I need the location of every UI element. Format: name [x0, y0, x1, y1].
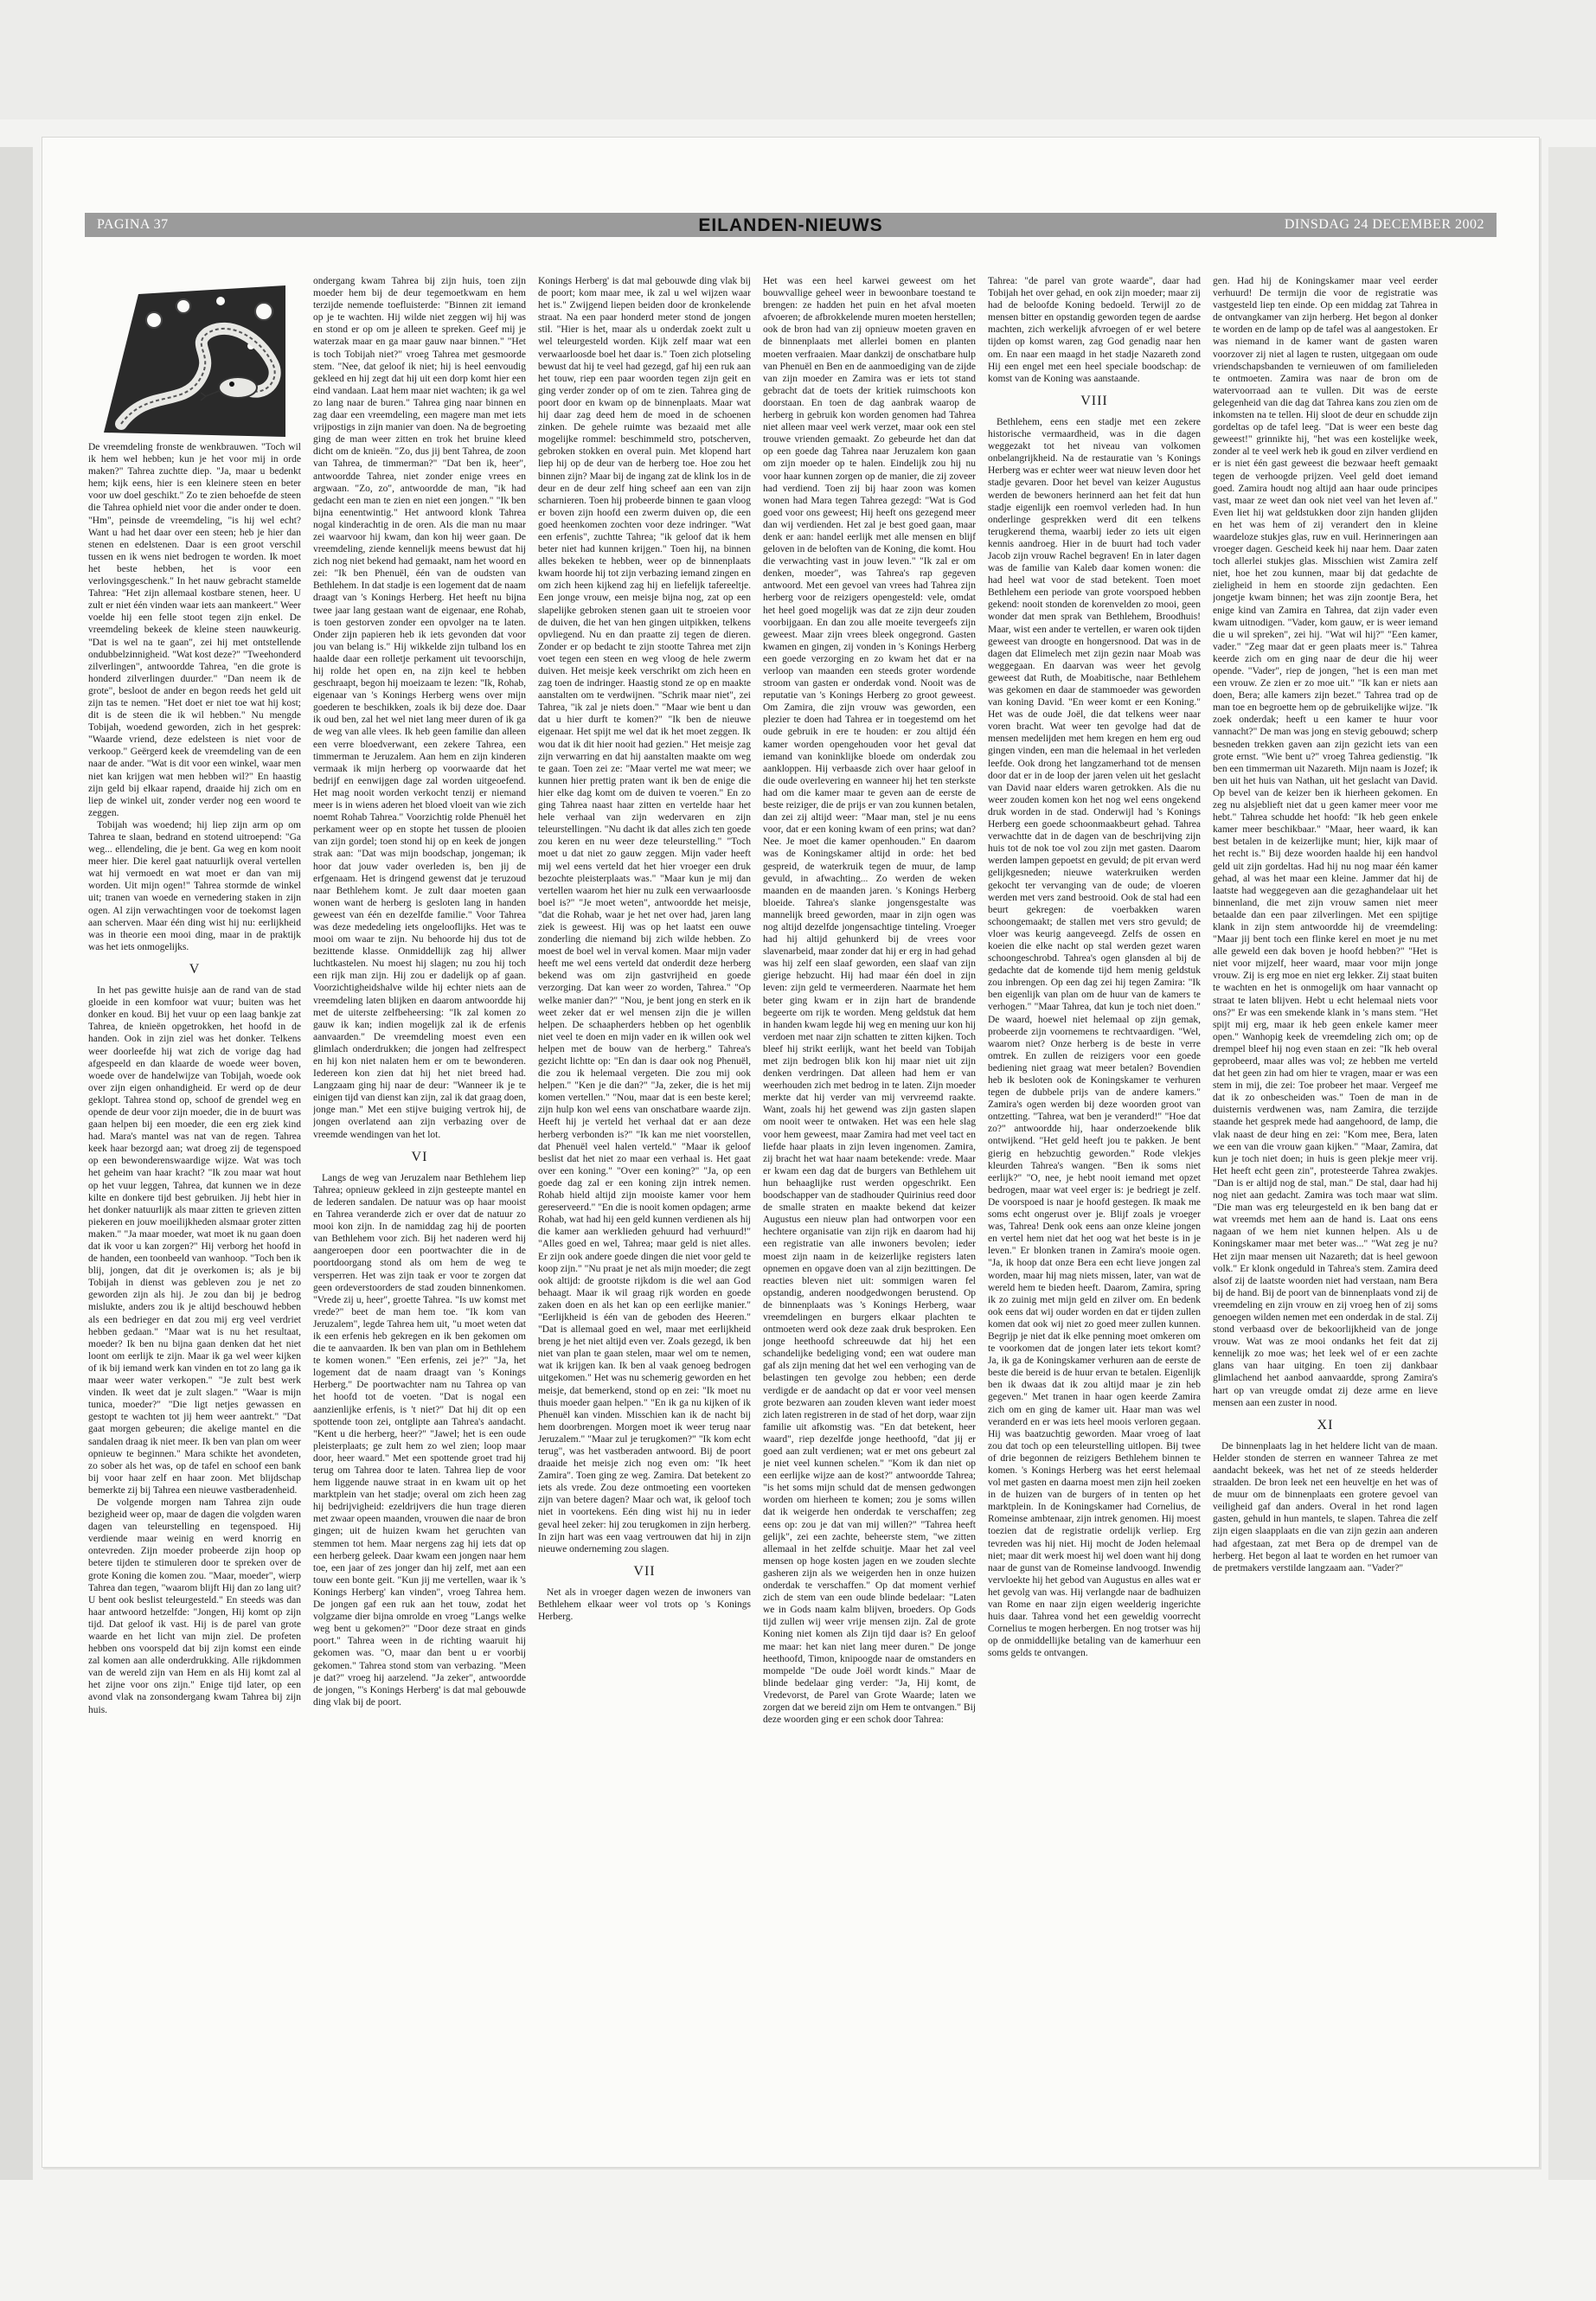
paragraph: Bethlehem, eens een stadje met een zekere historische vermaardheid, was in die dagen weggezakt tot het niveau van volkomen onbelangrijkheid. Na de restauratie van 's Konings Herberg was er echter weer wat nieuw leven door het stadje gevaren. Door het bevel van keizer Augustus werden de bewoners herinnerd aan het feit dat hun stadje eigenlijk een roemvol verleden had. In hun onderlinge gesprekken werd dit een telkens terugkerend thema, waarbij ieder zo iets uit eigen kennis aandroeg. Hier in de buurt had toch vader Jacob zijn vrouw Rachel begraven! En in later dagen was de familie van Kaleb daar komen wonen: die had heel wat voor de stad betekent. Toen moet Bethlehem een periode van grote voorspoed hebben gekend: nooit stonden de korenvelden zo mooi, geen wonder dat men sprak van Bethlehem, Broodhuis! Maar, wist een ander te vertellen, er waren ook tijden geweest van droogte en hongersnood. Dat was in de dagen dat Elimelech met zijn gezin naar Moab was weggegaan. En daarvan was weer het gevolg geweest dat Ruth, de Moabitische, naar Bethlehem was gekomen en daar de stammoeder was geworden van koning David. "En weer komt er een Koning." Het was de oude Joël, die dat telkens weer naar voren bracht. Wat weer ten gevolge had dat de mensen medelijden met hem kregen en hem erg oud gingen vinden, een man die helemaal in het verleden leefde. Ook drong het langzamerhand tot de mensen door dat er in de loop der jaren velen uit het geslacht van David naar elders waren getrokken. Als die nu weer zouden komen kon het nog wel eens ongekend druk worden in de stad. Onderwijl had 's Konings Herberg een goede schoonmaakbeurt gehad. Tahrea verwachtte dat in de dagen van de beschrijving zijn huis tot de nok toe vol zou zijn met gasten. Daarom werden lampen gepoetst en gevuld; de pit ervan werd gelijkgesneden; nieuwe waterkruiken werden gekocht ter vervanging van de oude; de vloeren werden met vers zand bestrooid. Ook de stal had een beurt gekregen: de voerbakken waren schoongemaakt; de stallen met vers stro gevuld; de vloer was keurig aangeveegd. Zelfs de ossen en koeien die elke nacht op stal werden gezet waren schoongeschrobd. Tahrea's ogen glansden al bij de gedachte dat de komende tijd hem menig geldstuk zou inbrengen. Op een dag zei hij tegen Zamira: "Ik ben eigenlijk van plan om de huur van de kamers te verhogen." "Maar Tahrea, dat kun je toch niet doen." De waard, hoewel niet helemaal op zijn gemak, probeerde zijn voornemens te rechtvaardigen. "Wel, waarom niet? Onze herberg is de beste in verre omtrek. En zullen de reizigers voor een goede bediening niet graag wat meer betalen? Bovendien heb ik besloten ook de Koningskamer te verhuren tegen de dubbele prijs van de andere kamers." Zamira's ogen werden bij deze woorden groot van ontzetting. "Tahrea, wat ben je veranderd!" "Hoe dat zo?" antwoordde hij, haar onderzoekende blik ontwijkend. "Het geld heeft jou te pakken. Je bent gierig en hebzuchtig geworden." Rode vlekjes kleurden Tahrea's wangen. "Ben ik soms niet eerlijk?" "O, nee, je hebt nooit iemand met opzet bedrogen, maar wat veel erger is: je bedriegt je zelf. De voorspoed is naar je hoofd gestegen. Ik maak me soms echt ongerust over je. Blijf zoals je vroeger was, Tahrea! Denk ook eens aan onze kleine jongen en vertel hem niet dat het oog wat het beste is in je leven." Er blonken tranen in Zamira's mooie ogen. "Ja, ik hoop dat onze Bera een echt lieve jongen zal worden, maar hij mag niets missen, later, van wat de wereld hem te bieden heeft. Daarom, Zamira, spring ik zo zuinig met mijn geld en zilver om. En bedenk ook eens dat wij ouder worden en dat er tijden zullen komen dat ook wij niet zo goed meer zullen kunnen. Begrijp je niet dat ik elke penning moet omkeren om te voorkomen dat de jongen later iets tekort komt? Ja, ik ga de Koningskamer verhuren aan de eerste de beste die bereid is de huur ervan te betalen. Eigenlijk ben ik dwaas dat ik zou altijd maar je zin heb gegeven." Met tranen in haar ogen keerde Zamira zich om en ging de kamer uit. Haar man was wel veranderd en er was iets heel moois verloren gegaan. Hij was baatzuchtig geworden. Maar vroeg of laat zou dat toch op een teleurstelling uitlopen. Bij twee of drie begonnen de reizigers Bethlehem binnen te komen. 's Konings Herberg was het eerst helemaal vol met gasten en daarna moest men zijn heil zoeken in de huizen van de burgers of in tenten op het marktplein. In de Koningskamer had Cornelius, de Romeinse ambtenaar, zijn intrek genomen. Hij moest toezien dat de registratie ordelijk verliep. Erg tevreden was hij niet. Hij mocht de Joden helemaal niet; maar dit werk moest hij wel doen want hij dong naar de gunst van de Romeinse landvoogd. Inwendig vervloekte hij het gebod van Augustus en alles wat er het gevolg van was. Hij verlangde naar de badhuizen van Rome en naar zijn eigen weelderig ingerichte huis daar. Tahrea vond het een geweldig voorrecht Cornelius te mogen herbergen. En nog trotser was hij op de onmiddellijke betaling van de kamerhuur een soms gelds te ontvangen.: [988, 416, 1201, 1659]
scan-right-edge: [1548, 147, 1596, 2180]
article-column-3: [538, 275, 751, 2161]
chapter-heading: XI: [1317, 1417, 1334, 1433]
article-column-6: [1213, 275, 1438, 2161]
paragraph: De binnenplaats lag in het heldere licht van de maan. Helder stonden de sterren en wanneer Tahrea ze met aandacht bekeek, was het net of ze steeds helderder straalden. De bron leek net een heuveltje en het was of de muur om de binnenplaats een grotere gevoel van veiligheid gaf dan anders. Overal in het rond lagen gasten, gehuld in hun mantels, te slapen. Tahrea die zelf zijn eigen slaapplaats en die van zijn gezin aan anderen had afgestaan, zat met Bera op de drempel van de herberg. Het begon al laat te worden en het rumoer van de pretmakers verstilde langzaam aan. "Vader?": [1213, 1440, 1438, 1574]
paragraph: De vreemdeling fronste de wenkbrauwen. "Toch wil ik hem wel hebben; kun je het voor mij in orde maken?" Tahrea zuchtte diep. "Ja, maar u bedenkt hem; kijk eens, hier is een kleinere steen en beter voor uw doel geschikt." Zo te zien behoefde de steen die Tahrea ophield niet voor die ander onder te doen. "Hm", peinsde de vreemdeling, "is hij wel echt? Want u had het daar over een steen; heb je hier dan stenen en edelstenen. Daar is een groot verschil tussen en ik wens niet bedrogen te worden. Ik moet het beste hebben, het is voor een verlovingsgeschenk." In het nauw gebracht stamelde Tahrea: "Het zijn allemaal kostbare stenen, heer. U zult er niet één vinden waar iets aan mankeert." Weer voelde hij een felle stoot tegen zijn enkel. De vreemdeling bekeek de kleine steen nauwkeurig. "Dat is wel na te gaan", zei hij met ontstellende ondubbelzinnigheid. "Wat kost deze?" "Tweehonderd zilverlingen", antwoordde Tahrea, "en die grote is honderd zilverlingen duurder." "Dan neem ik de grote", besloot de ander en begon reeds het geld uit zijn tas te nemen. "Het doet er niet toe wat hij kost; dit is de steen die ik wil hebben." Nu mengde Tobijah, woedend geworden, zich in het gesprek: "Waarde vriend, deze edelsteen is niet voor de verkoop." Geërgerd keek de vreemdeling van de een naar de ander. "Wat is dit voor een winkel, waar men niet kan krijgen wat men hebben wil?" En haastig zijn geld bij elkaar rapend, draaide hij zich om en liep de winkel uit, zonder verder nog een woord te zeggen.: [88, 442, 301, 818]
paragraph: Tahrea: "de parel van grote waarde", daar had Tobijah het over gehad, en ook zijn moeder; maar zij had de beloofde Koning bedoeld. Terwijl zo de mensen bitter en opstandig geworden tegen de aardse machten, zich werkelijk afvroegen of er wel betere tijden op komst waren, zag God genadig naar hen om. En naar een maagd in het stadje Nazareth zond Hij een engel met een heel speciale boodschap: de komst van de Koning was aanstaande.: [988, 276, 1201, 384]
article-column-5: [988, 275, 1201, 2161]
paragraph: Het was een heel karwei geweest om het bouwvallige geheel weer in bewoonbare toestand te brengen: ze hadden het puin en het afval moeten afvoeren; de afbrokkelende muren moeten herstellen; ook de bron had van zij opnieuw moeten graven en de binnenplaats met allerlei bomen en planten moeten verfraaien. Maar dankzij de onschatbare hulp van Phenuël en Ben en de aanmoediging van de zijde van zijn moeder en Zamira was er iets tot stand gebracht dat de toets der kritiek ruimschoots kon doorstaan. En toen de dag aanbrak waarop de herberg in gebruik kon worden genomen had Tahrea niet alleen maar veel werk verzet, maar ook een stel trouwe vrienden gemaakt. Zo gebeurde het dan dat op een goede dag Tahrea naar Jeruzalem kon gaan om zijn moeder op te halen. Eindelijk zou hij nu voor haar kunnen zorgen op de manier, die zij zoveer had verdiend. Toen zij bij haar zoon was komen wonen had Mara tegen Tahrea gezegd: "Wat is God goed voor ons geweest; Hij heeft ons gezegend meer dan wij verdienden. Het zal je best goed gaan, maar denk er aan: handel eerlijk met alle mensen en blijf geloven in de beloften van de Koning, die komt. Hou die verwachting vast in jouw leven." "Ik zal er om denken, moeder", was Tahrea's rap gegeven antwoord. Met een gevoel van vrees had Tahrea zijn herberg voor de reizigers opengesteld: vele, omdat het heel goed mogelijk was dat ze zijn deur zouden voorbijgaan. En dan zou alle moeite tevergeefs zijn geweest. Maar zijn vrees bleek ongegrond. Gasten kwamen en gingen, zij vonden in 's Konings Herberg een goede verzorging en zo kwam het dat er na verloop van maanden een steeds groter wordende stroom van gasten er onderdak vond. Nooit was de reputatie van 's Konings Herberg zo groot geweest. Om Zamira, die zijn vrouw was geworden, een plezier te doen had Tahrea er in toegestemd om het oude gebruik in ere te houden: er zou altijd één kamer worden opengehouden voor het geval dat iemand van koninklijke bloede om onderdak zou aankloppen. Hij verbaasde zich over haar geloof in die oude overlevering en wanneer hij het ten sterkste had om die kamer maar te geven aan de eerste de beste reiziger, die de prijs er van zou kunnen betalen, dan zei zij altijd weer: "Maar man, stel je nu eens voor, dat er een koning kwam of een prins; wat dan? Nee. Je moet die kamer openhouden." En daarom was de Koningskamer altijd in orde: het bed gespreid, de waterkruik tegen de muur, de lamp gevuld, in afwachting... Zo werden de weken maanden en de maanden jaren. 's Konings Herberg bloeide. Tahrea's slanke jongensgestalte was mannelijk breed geworden, maar in zijn ogen was nog altijd dezelfde jongensachtige tinteling. Vroeger had hij altijd gehunkerd bij de vrees voor slavenarbeid, maar zonder dat hij er erg in had gehad was hij zelf een slaaf geworden, een slaaf van zijn gierige hebzucht. Hij had maar één doel in zijn leven: zijn geld te vermeerderen. Naarmate het hem beter ging kwam er in zijn hart de brandende begeerte om rijk te worden. Meng geldstuk dat hem in handen kwam legde hij weg en mening uur kon hij verdoen met naar zijn schatten te zitten kijken. Toch bleef hij strikt eerlijk, want het beeld van Tobijah met zijn bedrogen blik kon hij maar niet uit zijn denken verdringen. Dat alleen had hem er van weerhouden zich met bedrog in te laten. Zijn moeder merkte dat hij verder van mij vervreemd raakte. Want, zoals hij het gewend was zijn gasten slapen om nooit weer te ontwaken. Het was een hele slag voor hem geweest, maar Zamira had met veel tact en liefde haar plaats in zijn leven ingenomen. Zamira, zij bracht het wat haar naam betekende: vrede. Maar er kwam een dag dat de burgers van Bethlehem uit hun behaaglijke rust werden opgeschrikt. Een boodschapper van de stadhouder Quirinius reed door de smalle straten en maakte bekend dat keizer Augustus een nieuw plan had ontworpen voor een hechtere organisatie van zijn rijk en daarom had hij een registratie van alle inwoners bevolen; ieder moest zijn naam in de keizerlijke registers laten opnemen en opgave doen van al zijn bezittingen. De reacties bleven niet uit: sommigen waren fel opstandig, anderen noodgedwongen berustend. Op de binnenplaats was 's Konings Herberg, waar vreemdelingen en burgers elkaar plachten te ontmoeten werd ook deze zaak druk besproken. Een jonge heethoofd schreeuwde dat hij het een schandelijke bedeliging vond; een wat oudere man gaf als zijn mening dat het wel een verhoging van de belastingen ten gevolge zou hebben; een derde verdigde er de aandacht op dat er voor veel mensen grote bezwaren aan zouden kleven want ieder moest zich laten registreren in de stad of het dorp, waar zijn familie uit afkomstig was. "En dat betekent, heer waard", riep dezelfde jonge heethoofd, "dat jij er goed aan zult verdienen; wat er met ons gebeurt zal je niet veel kunnen schelen." "Kom ik dan niet op een eerlijke wijze aan de kost?" antwoordde Tahrea; "is het soms mijn schuld dat de mensen gedwongen worden om hierheen te komen; zou je soms willen dat ik weigerde hen onderdak te verschaffen; zeg eens op: zou je dat van mij willen?" "Tahrea heeft gelijk", zei een zachte, beheerste stem, "we zitten allemaal in het zelfde schuitje. Maar het zal veel mensen op hoge kosten jagen en we zouden slechte gasheren zijn als we weigerden hen in onze huizen onderdak te verschaffen." Op dat moment verhief zich de stem van een oude blinde bedelaar: "Laten we in Gods naam kalm blijven, broeders. Op Gods tijd zullen wij weer vrije mensen zijn. Zal de grote Koning niet komen als Zijn tijd daar is? En geloof me maar: het kan niet lang meer duren." De jonge heethoofd, Timon, knipoogde naar de omstanders en mompelde "De oude Joël wordt kinds." Maar de blinde bedelaar ging verder: "Ja, Hij komt, de Vredevorst, de Parel van Grote Waarde; laten we zorgen dat we bereid zijn om Hem te ontvangen." Bij deze woorden ging er een schok door Tahrea:: [763, 276, 976, 1726]
chapter-heading: V: [189, 961, 201, 977]
paragraph: Tobijah was woedend; hij liep zijn arm op om Tahrea te slaan, bedrand en stotend uitroepend: "Ga weg... ellendeling, die je bent. Ga weg en kom nooit meer hier. Die kerel gaat natuurlijk overal vertellen wat hij vermoedt en wat moet er dan van mij worden. Uit mijn ogen!" Tahrea stormde de winkel uit; tranen van woede en vernedering staken in zijn ogen. Al zijn verwachtingen voor de toekomst lagen aan scherven. Maar één ding wist hij nu: eerlijkheid was in theorie een mooi ding, maar in de praktijk was het iets onmogelijks.: [88, 819, 301, 952]
paragraph: gen. Had hij de Koningskamer maar veel eerder verhuurd! De termijn die voor de registratie was vastgesteld liep ten einde. Op een middag zat Tahrea in de ontvangkamer van zijn herberg. Het begon al donker te worden en de lamp op de tafel was al aangestoken. Er was niemand in de kamer want de gasten waren voorzover zij niet al lagen te rusten, uitgegaan om oude vriendschapsbanden te vernieuwen of om familieleden te ontmoeten. Zamira was naar de bron om de watervoorraad aan te vullen. Dit was de eerste gelegenheid van die dag dat Tahrea kans zou zien om de inkomsten na te tellen. Hij sloot de deur en schudde zijn gordeltas op de tafel leeg. "Dat is weer een beste dag geweest!" grinnikte hij, "het was een kostelijke week, zonder al te veel werk heb ik goud en zilver verdiend en er is niet één gast geweest die bezwaar heeft gemaakt tegen de verhoogde prijzen. Veel geld doet iemand goed. Zamira houdt nog altijd aan haar oude principes vast, maar ze weet dan ook niet veel van het leven af." Even liet hij wat geldstukken door zijn handen glijden en het was hem of zij verandert den in kleine waardeloze stukjes glas, ruw en vuil. Herinneringen aan vroeger dagen. Gescheid keek hij naar hem. Daar zaten toch allerlei stukjes glas. Misschien wist Zamira zelf niet, hoe het zou kunnen, maar bij dat gedachte de zieligheid in hem en stoorde zijn gedachten. Een jongetje kwam binnen; het was zijn zoontje Bera, het enige kind van Zamira en Tahrea, dat zijn vader even kwam uitnodigen. "Vader, kom gauw, er is weer iemand die u wil spreken", zei hij. "Wat wil hij?" "Een kamer, vader." "Zeg maar dat er geen plaats meer is." Tahrea keerde zich om en ging naar de deur die hij weer opende. "Vader", riep de jongen, "het is een man met een vrouw. Ze zien er zo moe uit." "Ik kan er niets aan doen, Bera; alle kamers zijn bezet." Tahrea trad op de man toe en begroette hem op de gebruikelijke wijze. "Ik zoek onderdak; heeft u een kamer te huur voor vannacht?" De man was jong en stevig gebouwd; scherp besneden trekken gaven aan zijn gezicht iets van een grote ernst. "Wie bent u?" vroeg Tahrea gedienstig. "Ik ben een timmerman uit Nazareth. Mijn naam is Jozef; ik ben uit het huis van Nathan, uit het geslacht van David. Op bevel van de keizer ben ik hierheen gekomen. En zeg nu alsjeblieft niet dat u geen kamer meer voor me hebt." Tahrea schudde het hoofd: "Ik heb geen enkele kamer meer beschikbaar." "Maar, heer waard, ik kan best betalen in de keizerlijke munt; hier, kijk maar of het recht is." Bij deze woorden haalde hij een handvol geld uit zijn gordeltas. Had hij nu nog maar één kamer gehad, al was het maar een kleine. Jammer dat hij de laatste had weggegeven aan die gezaghandelaar uit het binnenland, die met zijn vrouw samen niet meer betaalde dan een paar zilverlingen. Met een spijtige klank in zijn stem antwoordde hij de vreemdeling: "Maar jij bent toch een flinke kerel en moet je nu met alle geweld een dak boven je hoofd hebben?" "Het is niet voor mijzelf, heer waard, maar voor mijn jonge vrouw. Zij is erg moe en niet erg lekker. Zij staat buiten te wachten en het is onmogelijk om haar vannacht op straat te laten blijven. Hebt u echt helemaal niets voor ons?" Er was een smekende klank in 's mans stem. "Het spijt mij erg, maar ik heb geen enkele kamer meer open." Wanhopig keek de vreemdeling zich om; op de drempel bleef hij nog even staan en zei: "Ik heb overal geprobeerd, maar alles was vol; ze hebben me verteld dat het geen zin had om hier te vragen, maar er was een stem in mij, die zei: Toe probeer het maar. Vergeef me dat ik zo onbescheiden was." Toen de man in de duisternis verdwenen was, nam Zamira, die terzijde staande het gesprek mede had aangehoord, de lamp, die vlak naast de deur hing en zei: "Kom mee, Bera, laten we een van die vrouw gaan kijken." "Maar, Zamira, dat kun je toch niet doen; in huis is geen plekje meer vrij. Het heeft echt geen zin", protesteerde Tahrea zwakjes. "Dan is er altijd nog de stal, man." De stal, daar had hij nog niet aan gedacht. Zamira was toch maar wat slim. "Die man was erg teleurgesteld en ik ben bang dat er wat vreemds met hem aan de hand is. Laat ons eens nagaan of we hem niet kunnen helpen. Als u de Koningskamer maar met beter was..." "Wat zeg je nu? Het zijn maar mensen uit Nazareth; dat is heel gewoon volk." Er klonk ongeduld in Tahrea's stem. Zamira deed alsof zij de laatste woorden niet had verstaan, nam Bera bij de hand. Bij de poort van de binnenplaats vond zij de vreemdeling en zijn vrouw en zij vroeg hen of zij soms genoegen wilden nemen met een onderdak in de stal. Zij stond verbaasd over de bekoorlijkheid van de jonge vrouw. Wat was ze mooi ondanks het feit dat zij kennelijk zo moe was; het leek wel of er een zachte glans van haar uitging. En toen zij dankbaar glimlachend het aanbod aanvaardde, sprong Zamira's hart op van vreugde omdat zij deze arme en lieve mensen aan een zuster in nood.: [1213, 276, 1438, 1408]
chapter-heading: VI: [411, 1149, 428, 1164]
paragraph: ondergang kwam Tahrea bij zijn huis, toen zijn moeder hem bij de deur tegemoetkwam en hem terzijde nemende toefluisterde: "Binnen zit iemand op je te wachten. Hij wilde niet zeggen wij hij was en stond er op om je alleen te spreken. Geef mij je waterzak maar en ga maar gauw naar binnen." "Het is toch Tobijah niet?" vroeg Tahrea met gesmoorde stem. "Nee, dat geloof ik niet; hij is heel eenvoudig gekleed en hij zegt dat hij uit een dorp komt hier een eind vandaan. Laat hem maar niet wachten; ik ga wel zo lang naar de buren." Tahrea ging naar binnen en zag daar een vreemdeling, een magere man met iets vrijpostigs in zijn manier van doen. Na de begroeting ging de man weer zitten en trok het bruine kleed dicht om de knieën. "Zo, dus jij bent Tahrea, de zoon van Tahrea, de timmerman?" "Dat ben ik, heer", antwoordde Tahrea, niet zonder enige vrees en argwaan. "Zo, zo", antwoordde de man, "ik had gedacht een man te zien en niet een jongen." "Ik ben bijna eenentwintig." Het antwoord klonk Tahrea nogal kinderachtig in de oren. Als die man nu maar zei waarvoor hij kwam, dan kon hij weer gaan. De vreemdeling, ziende kennelijk meens bewust dat hij zich nog niet bekend had gemaakt, nam het woord en zei: "Ik ben Phenuël, één van de oudsten van Bethlehem. In dat stadje is een logement dat de naam draagt van 's Konings Herberg. Het heeft nu bijna twee jaar lang gestaan want de eigenaar, ene Rohab, is toen gestorven zonder een opvolger na te laten. Onder zijn papieren heb ik iets gevonden dat voor jou van belang is." Hij wikkelde zijn tulband los en haalde daar een rolletje perkament uit tevoorschijn, hij rolde het open en, na zijn keel te hebben geschraapt, begon hij moeizaam te lezen: "Ik, Rohab, eigenaar van 's Konings Herberg wens over mijn goederen te beschikken, zoals ik bij deze doe. Daar ik oud ben, zal het wel niet lang meer duren of ik ga de weg van alle vlees. Ik heb geen familie dan alleen een verre bloedverwant, een zekere Tahrea, een timmerman te Jeruzalem. Aan hem en zijn kinderen vermaak ik mijn herberg op voorwaarde dat het bedrijf en eenwijgen dage zal worden uitgeoefend. Het mag nooit worden verkocht tenzij er niemand meer is in wiens aderen het bloed vloeit van wie zich noemt Rohab Tahrea." Voorzichtig rolde Phenuël het perkament weer op en stopte het tussen de plooien van zijn gordel; toen stond hij op en keek de jongen strak aan: "Dat was mijn boodschap, jongeman; ik hoor dat jouw vader overleden is, ben jij de erfgenaam. Het is dringend gewenst dat je teruzoud naar Bethlehem komt. Je zult daar moeten gaan wonen want de herberg is gesloten lang in handen geweest van één en dezelfde familie." Voor Tahrea was deze mededeling iets ongelooflijks. Het was te mooi om waar te zijn. Nu behoorde hij dus tot de bezittende klasse. Onmiddellijk zag hij allwer luchtkastelen. Nu moest hij slagen; nu zou hij toch een rijk man zijn. Hij zou er dadelijk op af gaan. Voorzichtigheidshalve wilde hij echter niets aan de vreemdeling laten blijken en daarom antwoordde hij met de uiterste zelfbeheersing: "Ik zal komen zo gauw ik kan; indien mogelijk zal ik de erfenis aanvaarden." De vreemdeling moest even een glimlach onderdrukken; die jongen had zelfrespect en hij kon niet nalaten hem er om te bewonderen. Iedereen kon zien dat hij het niet breed had. Langzaam ging hij naar de deur: "Wanneer ik je te einigen tijd van dienst kan zijn, zal ik dat graag doen, jonge man." Met een stijve buiging vertrok hij, de jongen overlatend aan zijn verbazing over de vreemde wendingen van het lot.: [313, 276, 526, 1140]
scan-top-shade: [0, 0, 1596, 119]
paragraph: Net als in vroeger dagen wezen de inwoners van Bethlehem elkaar weer vol trots op 's Konings Herberg.: [538, 1586, 751, 1623]
page-date: DINSDAG 24 DECEMBER 2002: [1284, 217, 1484, 232]
paragraph: Langs de weg van Jeruzalem naar Bethlehem liep Tahrea; opnieuw gekleed in zijn gesteepte mantel en de lederen sandalen. De natuur was op haar mooist en Tahrea veranderde zich er over dat de natuur zo mooi kon zijn. In de namiddag zag hij de poorten van Bethlehem voor zich. Bij het naderen werd hij aangeroepen door een poortwachter die in de poortdoorgang stond als om hem de weg te versperren. Het was zijn taak er voor te zorgen dat geen ordeverstoorders de stad zouden binnenkomen. "Vrede zij u, heer", groette Tahrea. "Is uw komst met vrede?" beet de man hem toe. "Ik kom van Jeruzalem", legde Tahrea hem uit, "u moet weten dat ik een erfenis heb gekregen en ik ben gekomen om die te aanvaarden. Ik ben van plan om in Bethlehem te komen wonen." "Een erfenis, zei je?" "Ja, het logement dat de naam draagt van 's Konings Herberg." De poortwachter nam nu Tahrea op van het hoofd tot de voeten. "Dat is nogal een aanzienlijke erfenis, is 't niet?" Dat hij dit op een spottende toon zei, ontglipte aan Tahrea's aandacht. "Kent u die herberg, heer?" "Jawel; het is een oude pleisterplaats; ge zult hem zo wel zien; loop maar door, heer waard." Met een spottende groet trad hij terug om Tahrea door te laten. Tahrea liep de voor hem liggende nauwe straat in en kwam uit op het marktplein van het stadje; overal om zich heen zag hij bedrijvigheid: ezeldrijvers die hun trage dieren met zwaar opeen maanden, vrouwen die naar de bron gingen; uit de huizen kwam het geruchten van stemmen tot hem. Maar nergens zag hij iets dat op een herberg geleek. Daar kwam een jongen naar hem toe, een jaar of zes jonger dan hij zelf, met aan een touw een bonte geit. "Kun jij me vertellen, waar ik 's Konings Herberg' kan vinden", vroeg Tahrea hem. De jongen gaf een ruk aan het touw, zodat het volgzame dier bijna omrolde en vroeg "Langs welke weg bent u gekomen?" "Door deze straat en ginds poort." Tahrea ween in de richting waaruit hij gekomen was. "O, maar dan bent u er voorbij gekomen." Tahrea stond stom van verbazing. "Meen je dat?" vroeg hij aarzelend. "Ja zeker", antwoordde de jongen, "'s Konings Herberg' is dat mal gebouwde ding vlak bij de poort.: [313, 1172, 526, 1708]
paragraph: Konings Herberg' is dat mal gebouwde ding vlak bij de poort; kom maar mee, ik zal u wel wijzen waar het is." Zwijgend liepen beiden door de kronkelende straat. Na een paar honderd meter stond de jongen stil. "Hier is het, maar als u onderdak zoekt zult u wel teleurgesteld worden. Kijk zelf maar wat een verwaarloosde boel het daar is." Toen zich plotseling bewust dat hij te veel had gezegd, gaf hij een ruk aan het touw, riep een paar woorden tegen zijn geit en ging verder zonder op of om te zien. Tahrea ging de poort door en kwam op de binnenplaats. Maar wat hij daar zag deed hem de moed in de schoenen zinken. De gehele ruimte was bezaaid met alle mogelijke rommel: beschimmeld stro, potscherven, gebroken stokken en overal puin. Met klopend hart liep hij op de deur van de herberg toe. Hoe zou het binnen zijn? Maar bij de ingang zat de klink los in de deur en de deur zelf hing scheef aan een van zijn scharnieren. Toen hij probeerde binnen te gaan vloog er boven zijn hoofd een zwerm duiven op, die een goed heenkomen zochten voor deze indringer. "Wat een erfenis", zuchtte Tahrea; "ik geloof dat ik hem beter niet had kunnen krijgen." Toen hij, na binnen alles bekeken te hebben, weer op de binnenplaats kwam hoorde hij tot zijn verbazing iemand zingen en om zich heen kijkend zag hij en liefelijk tafereeltje. Een jonge vrouw, een meisje bijna nog, zat op een slapelijke gebroken stenen gaan uit te stroeien voor de duiven, die het van hen gingen uitpikken, telkens opvliegend. Nu en dan praatte zij tegen de dieren. Zonder er op bedacht te zijn stootte Tahrea met zijn voet tegen een steen en weg vloog de hele zwerm duiven. Het meisje keek verschrikt om zich heen en zag toen de indringer. Haastig stond ze op en maakte aanstalten om te verdwijnen. "Schrik maar niet", zei Tahrea, "ik zal je niets doen." "Maar wie bent u dan dat u hier durft te komen?" "Ik ben de nieuwe eigenaar. Het spijt me wel dat ik het moet zeggen. Ik wou dat ik dit hier nooit had gezien." Het meisje zag zijn verwarring en dat hij aanstalten maakte om weg te gaan. Toen zei ze: "Maar vertel me wat meer; we kunnen hier prettig praten want ik ben de enige die hier elke dag komt om de duiven te voeren." En zo ging Tahrea naast haar zitten en vertelde haar het hele verhaal van zijn wedervaren en zijn teleurstellingen. "Nu dacht ik dat alles zich ten goede zou keren en nu weer deze teleurstelling." "Toch moet u dat niet zo gauw zeggen. Mijn vader heeft mij wel eens verteld dat het hier vroeger een druk bezochte pleisterplaats was." "Maar kun je mij dan vertellen waarom het hier nu zulk een verwaarloosde boel is?" "Je moet weten", antwoordde het meisje, "dat die Rohab, waar je het net over had, jaren lang ziek is geweest. Hij was op het laatst een ouwe zonderling die niemand bij zich wilde hebben. Zo moest de boel wel in verval komen. Maar mijn vader heeft me wel eens verteld dat onderdit deze herberg bekend was om zijn gastvrijheid en goede verzorging. Dat kan weer zo worden, Tahrea." "Op welke manier dan?" "Nou, je bent jong en sterk en ik weet zeker dat er wel mensen zijn die je willen helpen. De schaapherders hebben op het ogenblik niet veel te doen en mijn vader en ik willen ook wel helpen met de bouw van de herberg." Tahrea's gezicht lichtte op: "En dan is daar ook nog Phenuël, die zou ik helemaal vergeten. Die zou mij ook helpen." "Ken je die dan?" "Ja, zeker, die is het mij komen vertellen." "Nou, maar dat is een beste kerel; zijn hulp kon wel eens van onschatbare waarde zijn. Heeft hij je verteld het verhaal dat er aan deze herberg verbonden is?" "Ik kan me niet voorstellen, dat Phenuël veel halen verteld." "Maar ik geloof beslist dat het niet zo maar een verhaal is. Het gaat over een koning." "Over een koning?" "Ja, op een goede dag zal er een koning zijn intrek nemen. Rohab hield altijd zijn mooiste kamer voor hem gereserveerd." "En die is nooit komen opdagen; arme Rohab, wat had hij een geld kunnen verdienen als hij die kamer aan werklieden gehuurd had verhuurd!" "Alles goed en wel, Tahrea; maar geld is niet alles. Er zijn ook andere goede dingen die niet voor geld te koop zijn." "Nu praat je net als mijn moeder; die zegt ook altijd: de grootste rijkdom is die wel aan God behaagt. Maar ik wil graag rijk worden en goede zaken doen en als het kan op een eerlijke manier." "Eerlijkheid is één van de geboden des Heeren." "Dat is allemaal goed en wel, maar met eerlijkheid breng je het niet altijd even ver. Zoals gezegd, ik ben niet van plan te gaan stelen, maar wel om te nemen, wat ik krijgen kan. Ik ben al vaak genoeg bedrogen uitgekomen." Het was nu schemerig geworden en het meisje, dat bemerkend, stond op en zei: "Ik moet nu thuis moeder gaan helpen." "En ik ga nu kijken of ik Phenuël kan vinden. Misschien kan ik de nacht bij hem doorbrengen. Morgen moet ik weer terug naar Jeruzalem." "Maar zul je terugkomen?" "Ik kom echt terug", was het vastberaden antwoord. Bij de poort draaide het meisje zich nog even om: "Ik heet Zamira". Toen ging ze weg. Zamira. Dat betekent zo iets als vrede. Zou deze ontmoeting een voorteken zijn van betere dagen? Maar och wat, ik geloof toch niet in voortekens. Eén ding wist hij nu in ieder geval heel zeker: hij zou terugkomen in zijn herberg. In zijn hart was een vaag vertrouwen dat hij in zijn nieuwe onderneming zou slagen.: [538, 276, 751, 1554]
chapter-heading: VII: [633, 1563, 656, 1579]
masthead-title: EILANDEN-NIEUWS: [698, 215, 883, 235]
paragraph: In het pas gewitte huisje aan de rand van de stad gloeide in een komfoor wat vuur; buiten was het donker en koud. Bij het vuur op een laag bankje zat Tahrea, de knieën opgetrokken, het hoofd in de handen. Ook in zijn ziel was het donker. Telkens weer doorleefde hij wat zich de vorige dag had afgespeeld en dan klaarde de woede weer boven, woede over de handelwijze van Tobijah, woede ook over zijn eigen onhandigheid. Er werd op de deur geklopt. Tahrea stond op, schoof de grendel weg en opende de deur voor zijn moeder, die in de buurt was gaan helpen bij een moeder, die een erg ziek kind had. Mara's mantel was nat van de regen. Tahrea keek haar bezorgd aan; wat droeg zij de tegenspoed op een bewonderenswaardige wijze. Wat was toch het geheim van haar kracht? "Ik zou maar wat hout op het vuur leggen, Tahrea, dat kunnen we in deze kilte en donkere tijd best gebruiken. Jij hebt hier in het donker natuurlijk als maar zitten te grieven zitten piekeren en jouw moeilijkheden alsmaar groter zitten maken." "Ja maar moeder, wat moet ik nu gaan doen dat ik voor u kan zorgen?" Hij verborg het hoofd in de handen, een toonbeeld van wanhoop. "Toch ben ik blij, jongen, dat dit je overkomen is; als je bij Tobijah in dienst was gebleven zou je net zo geworden zijn als hij. Je zou dan bij je bedrog mislukte, anders zou ik je altijd beschouwd hebben als een bedrieger en dat zou mij erg veel verdriet hebben gedaan." "Maar wat is nu het resultaat, moeder? Ik ben nu bijna gaan denken dat het niet loont om eerlijk te zijn. Maar ik ga wel weer kijken of ik bij iemand werk kan vinden en tot zo lang ga ik maar weer water verkopen." "Je zult best werk vinden. Ik weet dat je zult slagen." "Waar is mijn tunica, moeder?" "Die ligt netjes gewassen en gestopt te wachten tot jij hem weer aantrekt." "Dat gaat morgen gebeuren; die akelige mantel en die sandalen draag ik niet meer. Ik ben van plan om weer opnieuw te beginnen." Mara schikte het avondeten, zo sober als het was, op de tafel en schoof een bank bij voor haar zelf en haar zoon. Met blijdschap bemerkte zij bij Tahrea een nieuwe vastberadenheid.: [88, 985, 301, 1496]
article-column-1: [88, 441, 301, 2171]
paragraph: De volgende morgen nam Tahrea zijn oude bezigheid weer op, maar de dagen die volgden waren dagen van teleurstelling en tegenspoed. Hij verdiende maar weinig en werd knorrig en ontevreden. Zijn moeder probeerde zijn hoop op betere tijden te stimuleren door te spreken over de grote Koning die komen zou. "Maar, moeder", wierp Tahrea dan tegen, "waarom blijft Hij dan zo lang uit? U bent ook beslist teleurgesteld." En steeds was dan haar antwoord hetzelfde: "Jongen, Hij komt op zijn tijd. Dat geloof ik vast. Hij is de parel van grote waarde en het licht van mijn ziel. De profeten hebben ons voorspeld dat bij zijn komst een einde zal komen aan alle onderdrukking. Alle rijkdommen van de wereld zijn van Hem en als Hij komt zal al het zijne voor ons zijn." Enige tijd later, op een avond vlak na zonsondergang kwam Tahrea bij zijn huis.: [88, 1497, 301, 1715]
scan-left-edge: [0, 147, 33, 2180]
article-column-4: [763, 275, 976, 2161]
snake-illustration: [87, 285, 285, 437]
page-header: [85, 213, 1497, 237]
chapter-heading: VIII: [1080, 393, 1108, 408]
article-column-2: [313, 275, 526, 2161]
page-number: PAGINA 37: [97, 217, 169, 232]
